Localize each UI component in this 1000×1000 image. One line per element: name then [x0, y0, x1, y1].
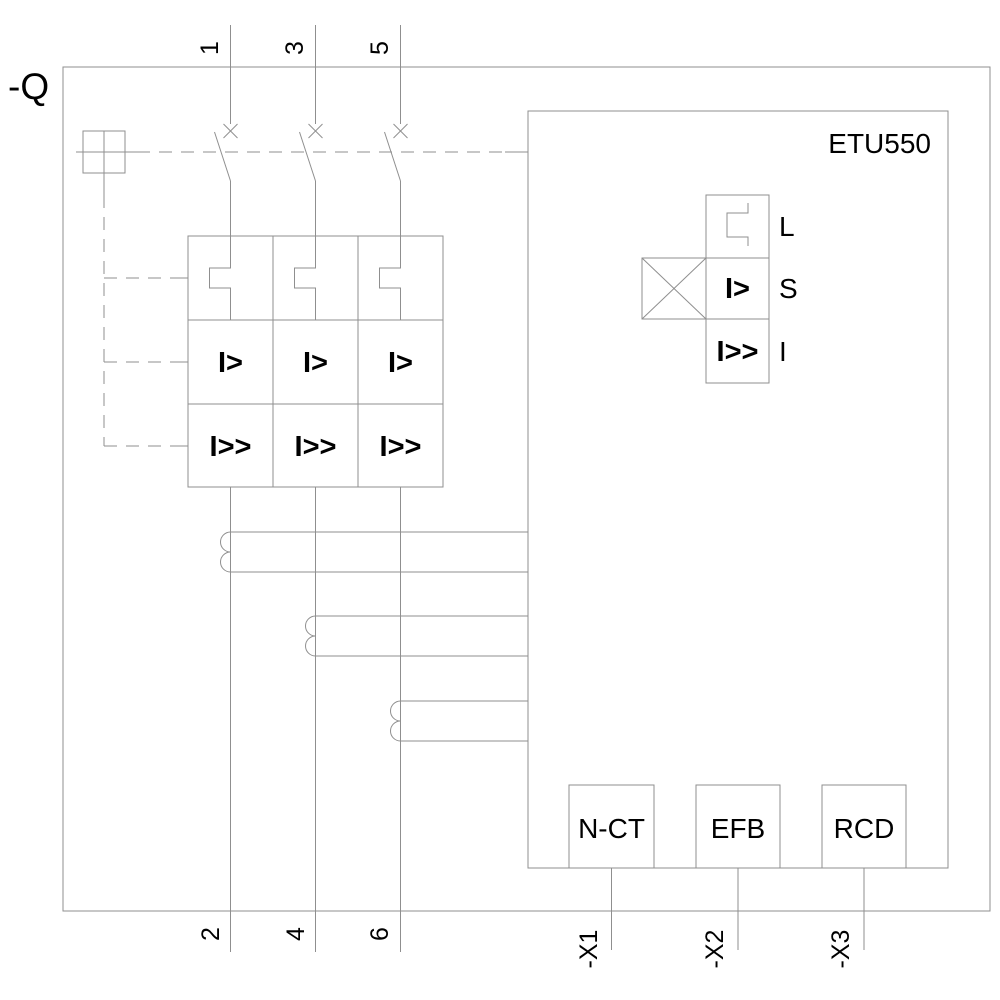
phase-1-pole [215, 25, 529, 952]
contact-blade [215, 132, 231, 181]
device-enclosure-box [63, 67, 990, 911]
module-rcd-label: RCD [833, 813, 895, 844]
aux-terminal-x2: -X2 [701, 929, 729, 969]
ct-loops [221, 532, 231, 572]
phase-2-pole [300, 25, 529, 952]
top-terminal-3: 3 [281, 41, 309, 55]
current-transformer-icon [391, 701, 529, 741]
trip-unit-box [528, 111, 948, 868]
aux-terminal-x3: -X3 [827, 929, 855, 969]
stage-s-label: S [779, 273, 798, 304]
lcurve-icon [380, 236, 401, 320]
ct-loops [391, 701, 401, 741]
stage-i-symbol: I>> [716, 336, 759, 368]
crossed-box-icon [642, 258, 706, 319]
bottom-terminal-4: 4 [282, 927, 310, 941]
mechanism-indicator-symbol [76, 131, 137, 195]
bottom-terminal-2: 2 [197, 927, 225, 941]
grid-overcurrent-symbol: I> [303, 347, 328, 379]
etu-stage-stack [642, 195, 798, 383]
lcurve-icon [210, 236, 231, 320]
device-designation-label: -Q [8, 66, 50, 107]
grid-overcurrent-symbol: I> [388, 347, 413, 379]
protection-function-grid [188, 236, 443, 487]
option-modules [569, 785, 906, 950]
ct-loops [306, 616, 316, 656]
stage-l-box [706, 195, 769, 258]
current-transformer-icon [221, 532, 529, 572]
top-terminal-1: 1 [196, 41, 224, 55]
grid-overcurrent-symbol: I> [218, 347, 243, 379]
trip-unit-type-label: ETU550 [828, 128, 931, 159]
phase-3-pole [385, 25, 529, 952]
bottom-terminal-6: 6 [366, 927, 394, 941]
top-terminal-5: 5 [366, 41, 394, 55]
current-transformer-icon [306, 616, 529, 656]
contact-blade [300, 132, 316, 181]
lcurve-icon [295, 236, 316, 320]
stage-s-symbol: I> [725, 273, 750, 305]
stage-l-label: L [779, 211, 795, 242]
stage-i-label: I [779, 336, 787, 367]
module-efb-label: EFB [710, 813, 766, 844]
grid-short-circuit-symbol: I>> [379, 431, 422, 463]
lcurve-icon [727, 203, 748, 246]
aux-terminal-x1: -X1 [575, 929, 603, 969]
grid-short-circuit-symbol: I>> [294, 431, 337, 463]
module-nct-label: N-CT [578, 813, 645, 844]
grid-short-circuit-symbol: I>> [209, 431, 252, 463]
contact-blade [385, 132, 401, 181]
